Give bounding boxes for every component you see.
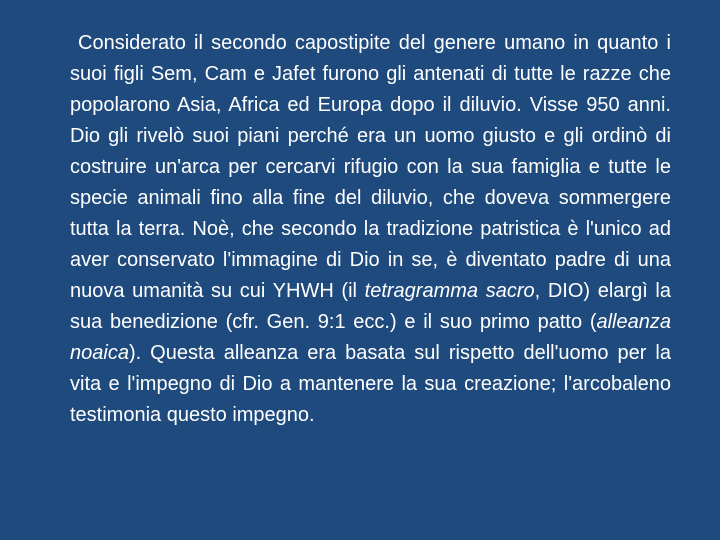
paragraph-text-part1: Considerato il secondo capostipite del genere umano in quanto i suoi figli Sem, Cam e Jafet furono gli antenati di tutte le razze che popolarono Asia, Africa ed Europa dopo il diluvio. Visse 950 anni. Dio gli rivelò suoi piani perché era un uomo giusto e gli ordinò di costruire un'arca per cercarvi rifugio con la sua famiglia e tutte le specie animali fino alla fine del diluvio, che doveva sommergere tutta la terra. Noè, che secondo la tradizione patristica è l'unico ad aver conservato l'immagine di Dio in se, è diventato padre di una nuova umanità su cui YHWH (il <box>70 32 671 302</box>
body-paragraph <box>70 28 671 431</box>
paragraph-text-part2: , DIO) elargì la sua benedizione (cfr. Gen. 9:1 ecc.) e il suo primo patto ( <box>70 280 671 333</box>
paragraph-italic-alleanza: alleanza noaica <box>70 311 671 364</box>
paragraph-italic-tetragramma: tetragramma sacro <box>364 280 535 302</box>
paragraph-text-part3: ). Questa alleanza era basata sul rispetto dell'uomo per la vita e l'impegno di Dio a mantenere la sua creazione; l'arcobaleno testimonia questo impegno. <box>70 342 671 426</box>
